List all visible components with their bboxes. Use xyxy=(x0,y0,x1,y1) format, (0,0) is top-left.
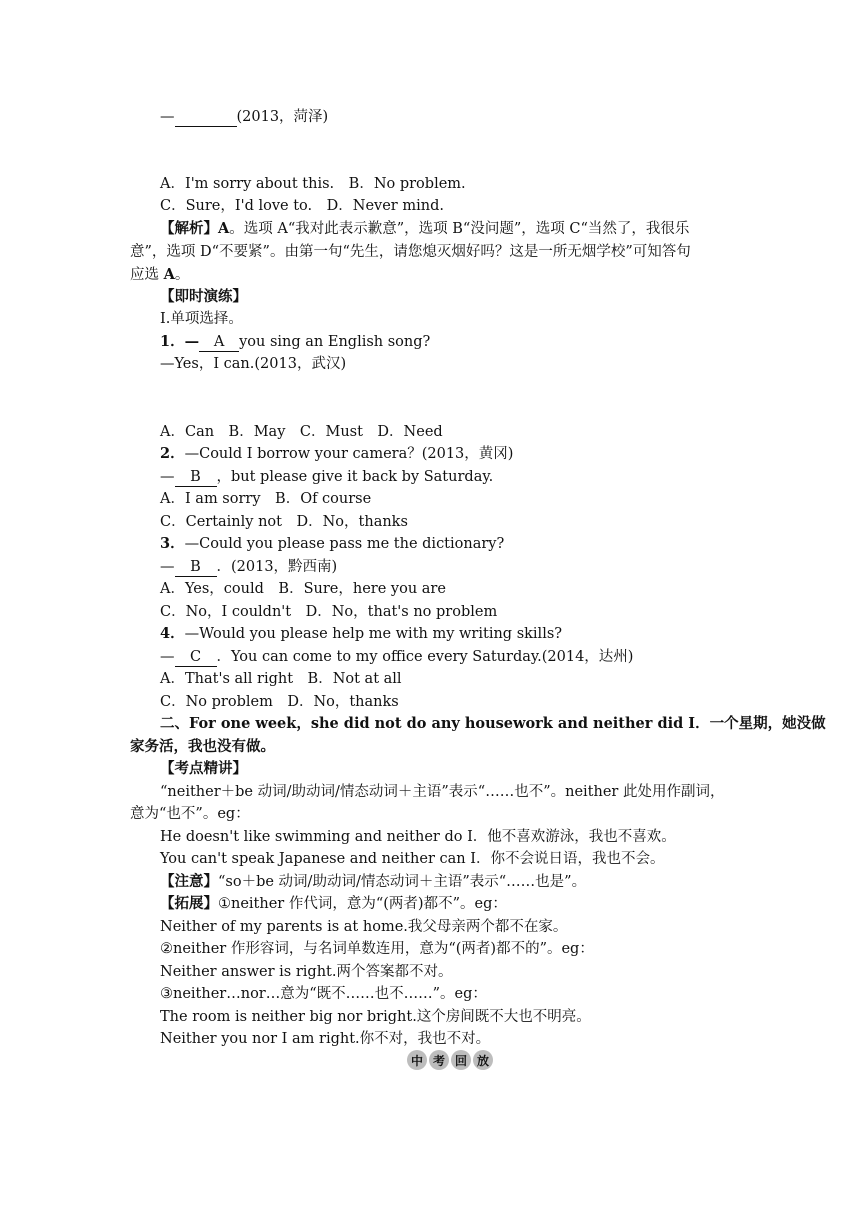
question-2-options-2: C．Certainly not D．No，thanks xyxy=(160,514,408,530)
extension-line-2: ②neither 作形容词，与名词单数连用，意为“(两者)都不的”。eg： xyxy=(160,941,594,957)
dash: — xyxy=(160,559,175,575)
question-number: 2． xyxy=(160,445,185,462)
question-4-options-2: C．No problem D．No，thanks xyxy=(160,694,399,710)
question-4-options-1: A．That's all right B．Not at all xyxy=(160,671,402,687)
question-text: —Could you please pass me the dictionary? xyxy=(184,536,505,552)
section-badge xyxy=(407,1050,493,1070)
badge-char: 考 xyxy=(429,1050,449,1070)
badge-char: 中 xyxy=(407,1050,427,1070)
answer-blank: B xyxy=(175,558,217,577)
analysis-line-2: 意”，选项 D“不要紧”。由第一句“先生，请您熄灭烟好吗？这是一所无烟学校”可知答句 xyxy=(130,244,691,260)
example-sentence-1: He doesn't like swimming and neither do I．他不喜欢游泳，我也不喜欢。 xyxy=(160,829,676,845)
question-text: —Would you please help me with my writing skills? xyxy=(184,626,563,642)
point-explain-2: 意为“也不”。eg： xyxy=(130,806,250,822)
example-sentence-2: You can't speak Japanese and neither can I．你不会说日语，我也不会。 xyxy=(160,851,665,867)
point-explain-1: “neither＋be 动词/助动词/情态动词＋主语”表示“……也不”。neither 此处用作副词， xyxy=(160,784,725,800)
badge-char: 回 xyxy=(451,1050,471,1070)
point-title-2: 家务活，我也没有做。 xyxy=(130,738,275,755)
question-2-reply xyxy=(160,468,493,487)
practice-heading: 【即时演练】 xyxy=(160,288,247,305)
analysis-answer: A xyxy=(218,220,230,237)
answer-blank: B xyxy=(175,468,217,487)
analysis-line-1 xyxy=(160,220,689,238)
point-title-1: 二、For one week，she did not do any housework and neither did I．一个星期，她没做 xyxy=(160,715,826,732)
question-3 xyxy=(160,535,504,553)
question-3-options-1: A．Yes，could B．Sure，here you are xyxy=(160,581,446,597)
question-1-reply: —Yes，I can.(2013，武汉) xyxy=(160,356,347,372)
extension-example-1: Neither of my parents is at home.我父母亲两个都不在家。 xyxy=(160,919,568,935)
reply-text: ，but please give it back by Saturday. xyxy=(216,469,494,485)
question-3-options-2: C．No，I couldn't D．No，that's no problem xyxy=(160,604,498,620)
question-3-reply xyxy=(160,558,337,577)
dash: — xyxy=(160,109,175,125)
badge-char: 放 xyxy=(473,1050,493,1070)
answer-blank xyxy=(175,108,237,127)
answer-blank: A xyxy=(199,333,239,352)
point-heading: 【考点精讲】 xyxy=(160,760,247,777)
extension-line-3: ③neither…nor…意为“既不……也不……”。eg： xyxy=(160,986,487,1002)
dash: — xyxy=(160,649,175,665)
question-1-options: A．Can B．May C．Must D．Need xyxy=(160,424,443,440)
dash: — xyxy=(160,469,175,485)
note-tag: 【注意】 xyxy=(160,873,218,890)
question-number: 3． xyxy=(160,535,185,552)
example-options-1: A．I'm sorry about this. B．No problem. xyxy=(160,176,466,192)
note-line xyxy=(160,873,586,891)
reply-text: ．You can come to my office every Saturday.(2014，达州) xyxy=(216,649,634,665)
question-4 xyxy=(160,625,562,643)
extension-tag: 【拓展】 xyxy=(160,895,218,912)
example-options-2: C．Sure，I'd love to. D．Never mind. xyxy=(160,198,444,214)
question-1 xyxy=(160,333,430,352)
question-4-reply xyxy=(160,648,633,667)
question-text: you sing an English song? xyxy=(239,334,431,350)
question-2 xyxy=(160,445,513,463)
analysis-answer: A xyxy=(163,266,175,283)
analysis-tag: 【解析】 xyxy=(160,220,218,237)
question-text: —Could I borrow your camera？(2013，黄冈) xyxy=(184,446,514,462)
answer-blank: C xyxy=(175,648,217,667)
reply-text: ．(2013，黔西南) xyxy=(216,559,338,575)
extension-text: ①neither 作代词，意为“(两者)都不”。eg： xyxy=(218,896,507,912)
example-answer-line xyxy=(160,108,328,127)
analysis-line-3 xyxy=(130,266,189,284)
practice-section: Ⅰ.单项选择。 xyxy=(160,311,243,327)
extension-example-3a: The room is neither big nor bright.这个房间既不大也不明亮。 xyxy=(160,1009,591,1025)
note-text: “so＋be 动词/助动词/情态动词＋主语”表示“……也是”。 xyxy=(218,874,587,890)
analysis-text: 应选 xyxy=(130,267,164,283)
extension-line-1 xyxy=(160,895,507,913)
extension-example-3b: Neither you nor I am right.你不对，我也不对。 xyxy=(160,1031,491,1047)
analysis-text: 。 xyxy=(174,267,190,283)
question-number: 1．— xyxy=(160,333,200,350)
extension-example-2: Neither answer is right.两个答案都不对。 xyxy=(160,964,453,980)
analysis-text: 。选项 A“我对此表示歉意”，选项 B“没问题”，选项 C“当然了，我很乐 xyxy=(229,221,690,237)
source-note: (2013，菏泽) xyxy=(236,109,329,125)
question-number: 4． xyxy=(160,625,185,642)
question-2-options-1: A．I am sorry B．Of course xyxy=(160,491,372,507)
